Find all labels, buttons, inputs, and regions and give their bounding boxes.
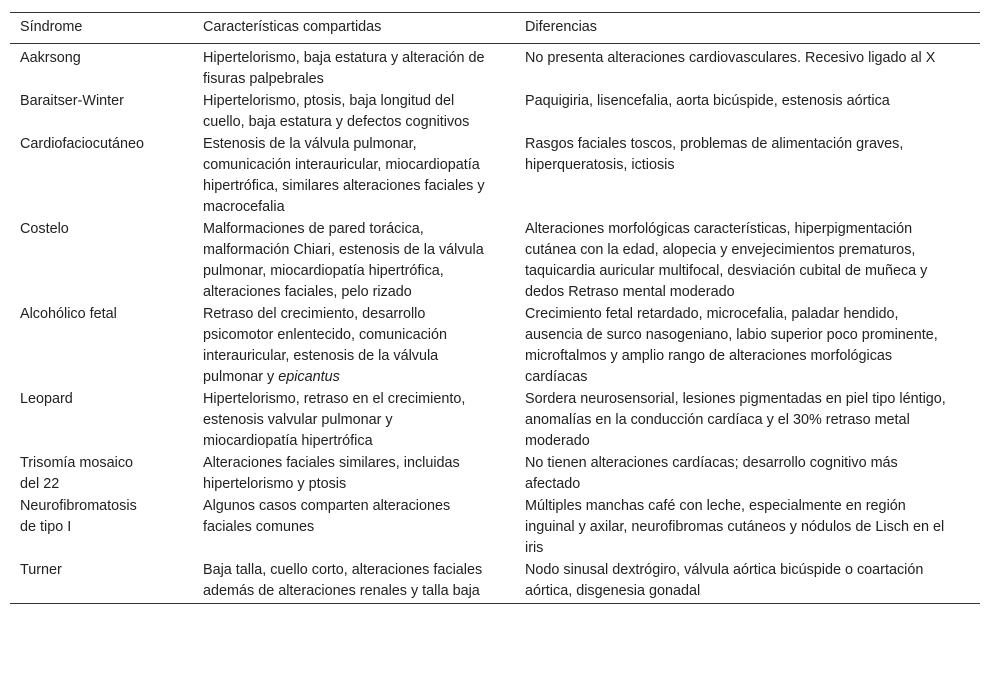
cell-shared [193, 453, 515, 496]
cell-differences [515, 304, 980, 389]
cell-syndrome [10, 219, 193, 304]
cell-shared [193, 304, 515, 389]
syndrome-comparison-table-container [10, 12, 980, 604]
syndrome-name: Cardiofaciocutáneo [20, 136, 144, 152]
syndrome-comparison-table [10, 12, 980, 604]
cell-syndrome [10, 453, 193, 496]
table-body [10, 44, 980, 604]
cell-syndrome [10, 304, 193, 389]
table-row [10, 453, 980, 496]
cell-differences [515, 219, 980, 304]
cell-shared [193, 219, 515, 304]
differences-text: Múltiples manchas café con leche, especialmente en región inguinal y axilar, neurofibromas cutáneos y nódulos de Lisch en el iris [525, 498, 945, 556]
cell-differences [515, 389, 980, 453]
table-row [10, 560, 980, 604]
differences-text: Sordera neurosensorial, lesiones pigmentadas en piel tipo léntigo, anomalías en la conducción cardíaca y el 30% retraso metal moderado [525, 391, 946, 449]
shared-features-text: Hipertelorismo, ptosis, baja longitud del cuello, baja estatura y defectos cognitivos [203, 93, 470, 130]
cell-syndrome [10, 560, 193, 604]
cell-shared [193, 44, 515, 92]
shared-features-text: Hipertelorismo, retraso en el crecimiento, estenosis valvular pulmonar y miocardiopatía hipertrófica [203, 391, 466, 449]
syndrome-name: Aakrsong [20, 50, 81, 66]
table-row [10, 304, 980, 389]
differences-text: Crecimiento fetal retardado, microcefalia, paladar hendido, ausencia de surco nasogeniano, labio superior poco prominente, microftalmos y amplio rango de alteraciones morfológicas cardíacas [525, 306, 938, 385]
cell-syndrome [10, 389, 193, 453]
cell-shared [193, 496, 515, 560]
cell-differences [515, 91, 980, 134]
cell-differences [515, 44, 980, 92]
cell-syndrome [10, 134, 193, 219]
cell-differences [515, 453, 980, 496]
syndrome-name: Baraitser-Winter [20, 93, 124, 109]
table-row [10, 134, 980, 219]
syndrome-name: Turner [20, 562, 62, 578]
header-differences: Diferencias [525, 19, 597, 35]
shared-features-wrapper [203, 304, 488, 388]
shared-features-text: Estenosis de la válvula pulmonar, comunicación interauricular, miocardiopatía hipertrófica, similares alteraciones faciales y macrocefalia [203, 136, 485, 215]
cell-shared [193, 560, 515, 604]
cell-differences [515, 496, 980, 560]
cell-shared [193, 134, 515, 219]
differences-text: Nodo sinusal dextrógiro, válvula aórtica bicúspide o coartación aórtica, disgenesia gonadal [525, 562, 924, 599]
table-row [10, 496, 980, 560]
syndrome-name: Leopard [20, 391, 73, 407]
table-header [10, 13, 980, 44]
differences-text: Paquigiria, lisencefalia, aorta bicúspide, estenosis aórtica [525, 93, 890, 109]
cell-syndrome [10, 91, 193, 134]
header-syndrome: Síndrome [20, 19, 83, 35]
syndrome-name: Costelo [20, 221, 69, 237]
cell-shared [193, 389, 515, 453]
shared-features-text: Baja talla, cuello corto, alteraciones faciales además de alteraciones renales y talla baja [203, 562, 483, 599]
table-row [10, 91, 980, 134]
syndrome-name: Neurofibromatosis de tipo I [20, 498, 137, 535]
cell-shared [193, 91, 515, 134]
differences-text: No tienen alteraciones cardíacas; desarrollo cognitivo más afectado [525, 455, 898, 492]
differences-text: No presenta alteraciones cardiovasculares. Recesivo ligado al X [525, 50, 936, 66]
table-row [10, 219, 980, 304]
cell-differences [515, 134, 980, 219]
shared-features-text: Retraso del crecimiento, desarrollo psicomotor enlentecido, comunicación interauricular, estenosis de la válvula pulmonar y [203, 306, 447, 385]
cell-syndrome [10, 44, 193, 92]
syndrome-name: Alcohólico fetal [20, 306, 117, 322]
cell-differences [515, 560, 980, 604]
shared-features-text: Algunos casos comparten alteraciones faciales comunes [203, 498, 451, 535]
header-row [10, 13, 980, 44]
cell-syndrome [10, 496, 193, 560]
table-row [10, 44, 980, 92]
header-shared-features: Características compartidas [203, 19, 382, 35]
shared-features-italic-term: epicantus [278, 369, 340, 385]
shared-features-text: Hipertelorismo, baja estatura y alteración de fisuras palpebrales [203, 50, 485, 87]
syndrome-name: Trisomía mosaico del 22 [20, 455, 134, 492]
shared-features-text: Malformaciones de pared torácica, malformación Chiari, estenosis de la válvula pulmonar, miocardiopatía hipertrófica, alteraciones faciales, pelo rizado [203, 221, 484, 300]
table-row [10, 389, 980, 453]
differences-text: Rasgos faciales toscos, problemas de alimentación graves, hiperqueratosis, ictiosis [525, 136, 904, 173]
shared-features-text: Alteraciones faciales similares, incluidas hipertelorismo y ptosis [203, 455, 460, 492]
differences-text: Alteraciones morfológicas características, hiperpigmentación cutánea con la edad, alopecia y envejecimientos prematuros, taquicardia auricular multifocal, desviación cubital de muñeca y dedos Retraso mental moderado [525, 221, 928, 300]
